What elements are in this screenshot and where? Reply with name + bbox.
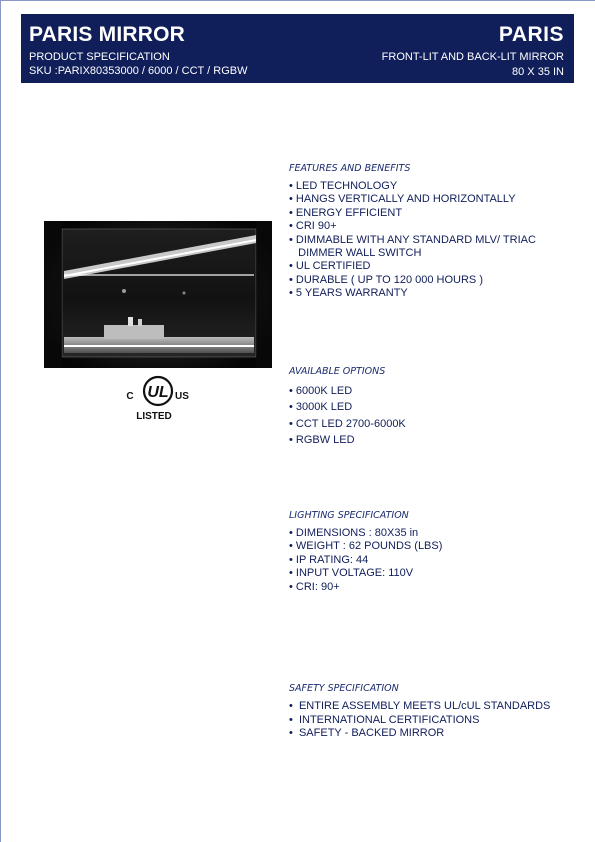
list-item: • ENTIRE ASSEMBLY MEETS UL/cUL STANDARDS [289,700,551,712]
lighting-list [289,527,442,594]
ul-mark-letters: UL [147,384,169,401]
spec-label: PRODUCT SPECIFICATION [29,51,170,63]
list-item: • 5 YEARS WARRANTY [289,287,408,300]
mirror-illustration [44,221,272,368]
options-title: AVAILABLE OPTIONS [289,366,386,377]
ul-logo-icon [123,372,193,424]
sku-label: SKU :PARIX80353000 / 6000 / CCT / RGBW [29,65,248,77]
lighting-title: LIGHTING SPECIFICATION [289,510,409,521]
list-item: • ENERGY EFFICIENT [289,206,403,219]
list-item: • DIMENSIONS : 80X35 in [289,527,419,539]
safety-section [289,683,550,741]
options-section [289,366,406,448]
ul-listed-label: LISTED [136,411,172,422]
list-item: • WEIGHT : 62 POUNDS (LBS) [289,540,443,553]
list-item: • IP RATING: 44 [289,553,369,566]
list-item: • 6000K LED [289,385,353,397]
list-item: • CCT LED 2700-6000K [289,417,406,430]
list-item: • LED TECHNOLOGY [289,180,398,192]
ul-mark-us: US [175,391,189,402]
safety-title: SAFETY SPECIFICATION [289,683,399,694]
lighting-section [289,510,442,594]
features-section [289,163,536,301]
list-item: • CRI: 90+ [289,580,340,593]
list-item: • UL CERTIFIED [289,260,371,273]
list-item: DIMMER WALL SWITCH [289,247,422,260]
ul-listed-logo [123,372,193,424]
ul-mark-c: C [126,391,134,402]
features-list [289,180,536,301]
header-banner [21,14,574,83]
list-item: • INTERNATIONAL CERTIFICATIONS [289,713,480,726]
product-title: PARIS MIRROR [29,23,186,46]
list-item: • DIMMABLE WITH ANY STANDARD MLV/ TRIAC [289,233,536,246]
collection-title: PARIS [498,23,564,46]
safety-list [289,700,550,741]
list-item: • SAFETY - BACKED MIRROR [289,727,445,740]
list-item: • RGBW LED [289,433,355,446]
mirror-size-label: 80 X 35 IN [512,66,564,78]
mirror-type-label: FRONT-LIT AND BACK-LIT MIRROR [381,51,564,63]
page-border-top [0,0,595,1]
list-item: • 3000K LED [289,401,353,414]
features-title: FEATURES AND BENEFITS [289,163,411,174]
list-item: • CRI 90+ [289,220,337,233]
options-list [289,383,406,448]
product-image [44,221,272,368]
list-item: • DURABLE ( UP TO 120 000 HOURS ) [289,273,483,286]
list-item: • HANGS VERTICALLY AND HORIZONTALLY [289,193,516,206]
page-border-left [0,0,1,842]
list-item: • INPUT VOLTAGE: 110V [289,567,414,580]
